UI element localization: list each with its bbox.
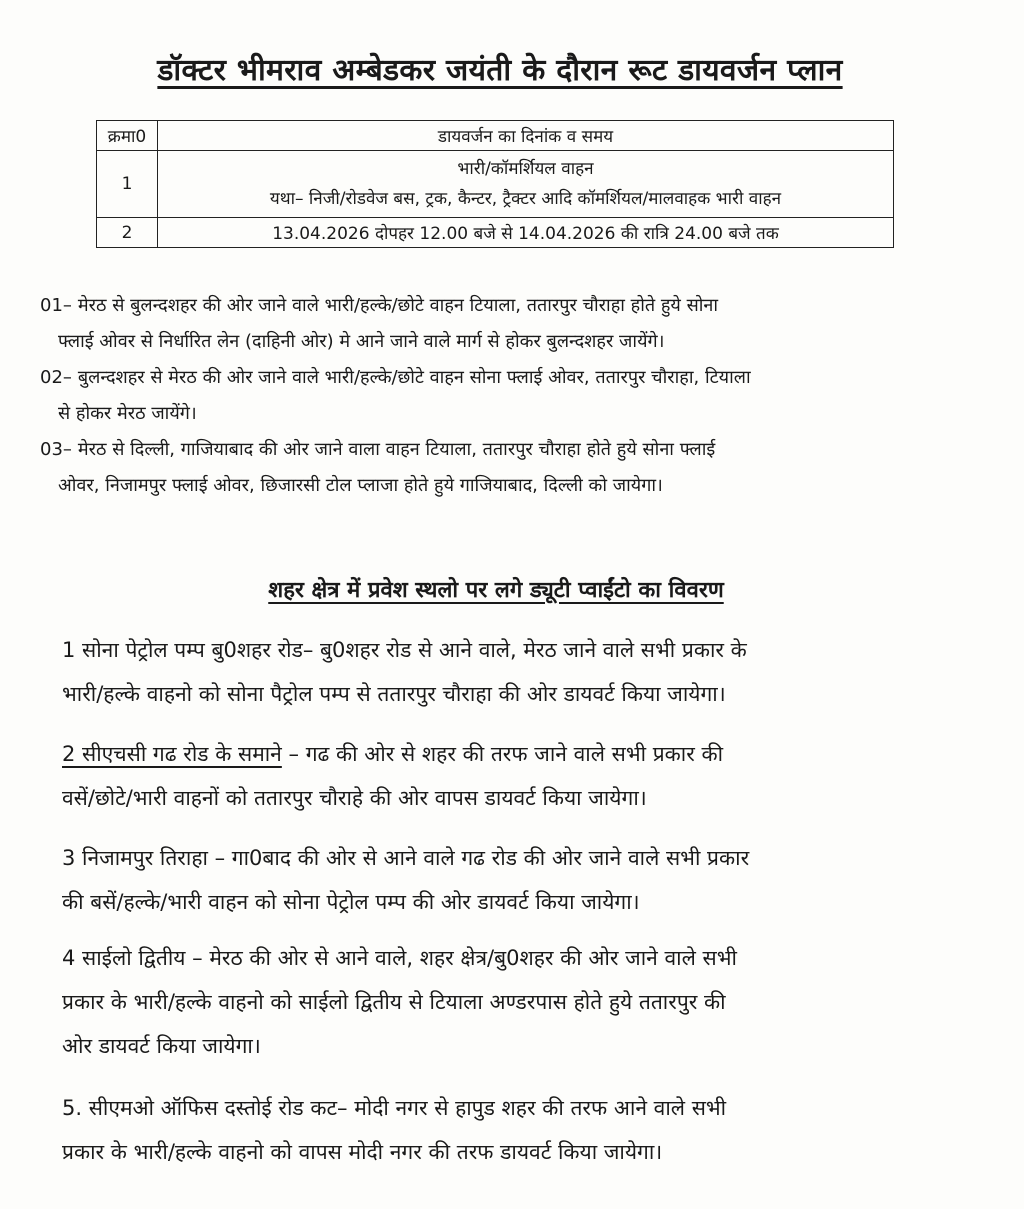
duty-point bbox=[62, 936, 942, 1068]
table-cell-sn: 1 bbox=[97, 151, 158, 218]
duty-point bbox=[62, 628, 942, 716]
duty-point-line: मेरठ की ओर से आने वाले, शहर क्षेत्र/बु0शहर की ओर जाने वाले सभी bbox=[209, 946, 737, 970]
route-item bbox=[40, 288, 980, 360]
duty-point-line: ओर डायवर्ट किया जायेगा। bbox=[62, 1034, 261, 1058]
table-cell-sn: 2 bbox=[97, 218, 158, 248]
vehicle-type: भारी/कॉमर्शियल वाहन bbox=[457, 159, 594, 179]
duty-point-line: की बसें/हल्के/भारी वाहन को सोना पेट्रोल पम्प की ओर डायवर्ट किया जायेगा। bbox=[62, 890, 640, 914]
duty-point-line: बु0शहर रोड से आने वाले, मेरठ जाने वाले सभी प्रकार के bbox=[320, 638, 747, 662]
duty-point-line: – गढ की ओर से शहर की तरफ जाने वाले सभी प्रकार की bbox=[288, 742, 724, 766]
duty-points-title: शहर क्षेत्र में प्रवेश स्थलो पर लगे ड्यूटी प्वाईंटो का विवरण bbox=[268, 578, 724, 603]
route-line: मेरठ से दिल्ली, गाजियाबाद की ओर जाने वाला वाहन टियाला, ततारपुर चौराहा होते हुये सोना फ्लाई bbox=[77, 439, 716, 460]
document-title: डॉक्टर भीमराव अम्बेडकर जयंती के दौरान रूट डायवर्जन प्लान bbox=[157, 53, 843, 88]
duty-point-line: मोदी नगर से हापुड शहर की तरफ आने वाले सभी bbox=[354, 1096, 727, 1120]
duty-point-head: 3 निजामपुर तिराहा – bbox=[62, 846, 226, 870]
table-header-desc: डायवर्जन का दिनांक व समय bbox=[158, 121, 894, 151]
table-header-sn: क्रमा0 bbox=[97, 121, 158, 151]
table-row bbox=[97, 151, 894, 218]
table-cell-datetime: 13.04.2026 दोपहर 12.00 बजे से 14.04.2026 की रात्रि 24.00 बजे तक bbox=[158, 218, 894, 248]
route-number: 02– bbox=[40, 367, 72, 388]
route-line: फ्लाई ओवर से निर्धारित लेन (दाहिनी ओर) मे आने जाने वाले मार्ग से होकर बुलन्दशहर जायेंगे। bbox=[58, 331, 665, 352]
duty-point bbox=[62, 1086, 942, 1174]
table-header-row bbox=[97, 121, 894, 151]
duty-point-line: गा0बाद की ओर से आने वाले गढ रोड की ओर जाने वाले सभी प्रकार bbox=[231, 846, 750, 870]
route-item bbox=[40, 432, 980, 504]
duty-point-line: प्रकार के भारी/हल्के वाहनो को वापस मोदी नगर की तरफ डायवर्ट किया जायेगा। bbox=[62, 1140, 663, 1164]
vehicle-examples: यथा– निजी/रोडवेज बस, ट्रक, कैन्टर, ट्रैक्टर आदि कॉमर्शियल/मालवाहक भारी वाहन bbox=[269, 189, 782, 209]
route-item bbox=[40, 360, 980, 432]
route-number: 01– bbox=[40, 295, 72, 316]
duty-point-head: 4 साईलो द्वितीय – bbox=[62, 946, 203, 970]
duty-point-head: 2 सीएचसी गढ रोड के समाने bbox=[62, 742, 282, 766]
route-line: मेरठ से बुलन्दशहर की ओर जाने वाले भारी/हल्के/छोटे वाहन टियाला, ततारपुर चौराहा होते हुये सोना bbox=[77, 295, 719, 316]
duty-point-line: भारी/हल्के वाहनो को सोना पैट्रोल पम्प से ततारपुर चौराहा की ओर डायवर्ट किया जायेगा। bbox=[62, 682, 726, 706]
duty-point-line: वसें/छोटे/भारी वाहनों को ततारपुर चौराहे की ओर वापस डायवर्ट किया जायेगा। bbox=[62, 786, 647, 810]
route-line: ओवर, निजामपुर फ्लाई ओवर, छिजारसी टोल प्लाजा होते हुये गाजियाबाद, दिल्ली को जायेगा। bbox=[58, 475, 663, 496]
duty-point-line: प्रकार के भारी/हल्के वाहनो को साईलो द्वितीय से टियाला अण्डरपास होते हुये ततारपुर की bbox=[62, 990, 726, 1014]
route-number: 03– bbox=[40, 439, 72, 460]
table-cell-vehicle bbox=[158, 151, 894, 218]
route-line: बुलन्दशहर से मेरठ की ओर जाने वाले भारी/हल्के/छोटे वाहन सोना फ्लाई ओवर, ततारपुर चौराहा, टियाला bbox=[77, 367, 751, 388]
diversion-table bbox=[96, 120, 894, 248]
duty-point-head: 1 सोना पेट्रोल पम्प बु0शहर रोड– bbox=[62, 638, 314, 662]
duty-point bbox=[62, 732, 942, 820]
duty-point-head: 5. सीएमओ ऑफिस दस्तोई रोड कट– bbox=[62, 1096, 348, 1120]
route-line: से होकर मेरठ जायेंगे। bbox=[58, 403, 197, 424]
duty-point bbox=[62, 836, 942, 924]
table-row bbox=[97, 218, 894, 248]
